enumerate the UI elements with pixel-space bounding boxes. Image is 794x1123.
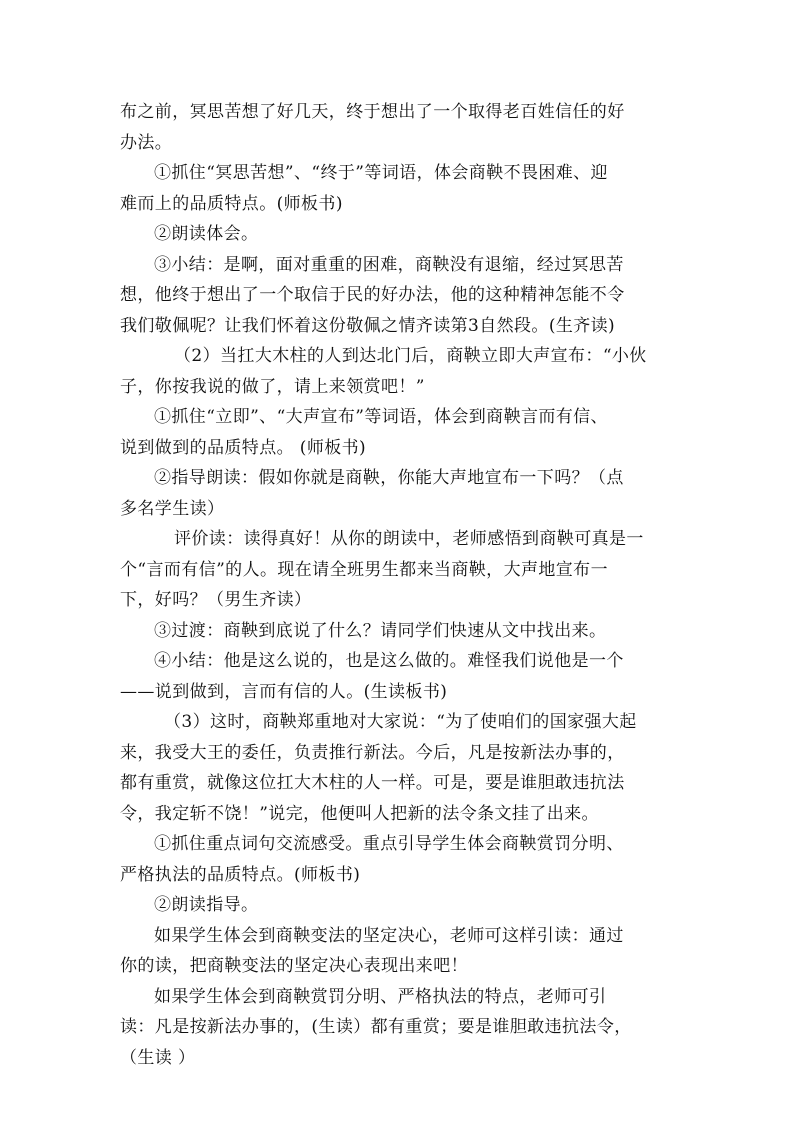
text-line: 都有重赏，就像这位扛大木柱的人一样。可是，要是谁胆敢违抗法 [120, 773, 625, 793]
text-line: 如果学生体会到商鞅赏罚分明、严格执法的特点，老师可引 [154, 986, 607, 1007]
text-line: （2）当扛大木柱的人到达北门后，商鞅立即大声宣布：“小伙 [174, 346, 647, 366]
document-body [120, 97, 680, 1073]
text-line: 令，我定斩不饶！”说完，他便叫人把新的法令条文挂了出来。 [120, 803, 599, 824]
text-line: ②朗读体会。 [154, 224, 259, 244]
text-line: ④小结：他是这么说的，也是这么做的。难怪我们说他是一个 [154, 651, 624, 671]
text-line: 难而上的品质特点。(师板书) [120, 193, 343, 214]
text-line: （生读 ） [120, 1047, 196, 1068]
text-line: 想，他终于想出了一个取信于民的好办法，他的这种精神怎能不令 [120, 285, 625, 305]
text-line: 下，好吗？（男生齐读） [120, 590, 312, 610]
text-line: ①抓住“冥思苦想”、“终于”等词语，体会商鞅不畏困难、迎 [154, 163, 608, 183]
text-line: 说到做到的品质特点。 (师板书) [120, 437, 367, 458]
text-line: 个“言而有信”的人。现在请全班男生都来当商鞅，大声地宣布一 [120, 559, 608, 580]
text-line: 评价读：读得真好！从你的朗读中，老师感悟到商鞅可真是一 [174, 529, 644, 549]
text-line: 多名学生读） [120, 498, 225, 519]
text-line: ③小结：是啊，面对重重的困难，商鞅没有退缩，经过冥思苦 [154, 254, 624, 275]
text-line: 读：凡是按新法办事的，(生读）都有重赏；要是谁胆敢违抗法令， [120, 1017, 632, 1037]
text-line: （3）这时，商鞅郑重地对大家说：“为了使咱们的国家强大起 [164, 712, 637, 732]
text-line: 严格执法的品质特点。(师板书) [120, 864, 361, 885]
text-line: 布之前，冥思苦想了好几天，终于想出了一个取得老百姓信任的好 [120, 102, 625, 122]
text-line: 办法。 [120, 132, 173, 153]
text-line: ②朗读指导。 [154, 895, 259, 915]
text-line: 如果学生体会到商鞅变法的坚定决心，老师可这样引读：通过 [154, 925, 624, 946]
text-line: ①抓住“立即”、“大声宣布”等词语，体会到商鞅言而有信、 [154, 407, 608, 427]
text-line: ①抓住重点词句交流感受。重点引导学生体会商鞅赏罚分明、 [154, 834, 624, 854]
text-line: 我们敬佩呢？让我们怀着这份敬佩之情齐读第3自然段。(生齐读) [120, 315, 616, 336]
text-line: 子，你按我说的做了，请上来领赏吧！” [120, 376, 425, 397]
text-line: ③过渡：商鞅到底说了什么？请同学们快速从文中找出来。 [154, 620, 607, 641]
text-line: 来，我受大王的委任，负责推行新法。今后，凡是按新法办事的， [120, 742, 625, 763]
text-line: ②指导朗读：假如你就是商鞅，你能大声地宣布一下吗？（点 [154, 468, 624, 488]
text-line: ——说到做到，言而有信的人。(生读板书) [120, 681, 448, 702]
text-line: 你的读，把商鞅变法的坚定决心表现出来吧！ [120, 956, 468, 976]
